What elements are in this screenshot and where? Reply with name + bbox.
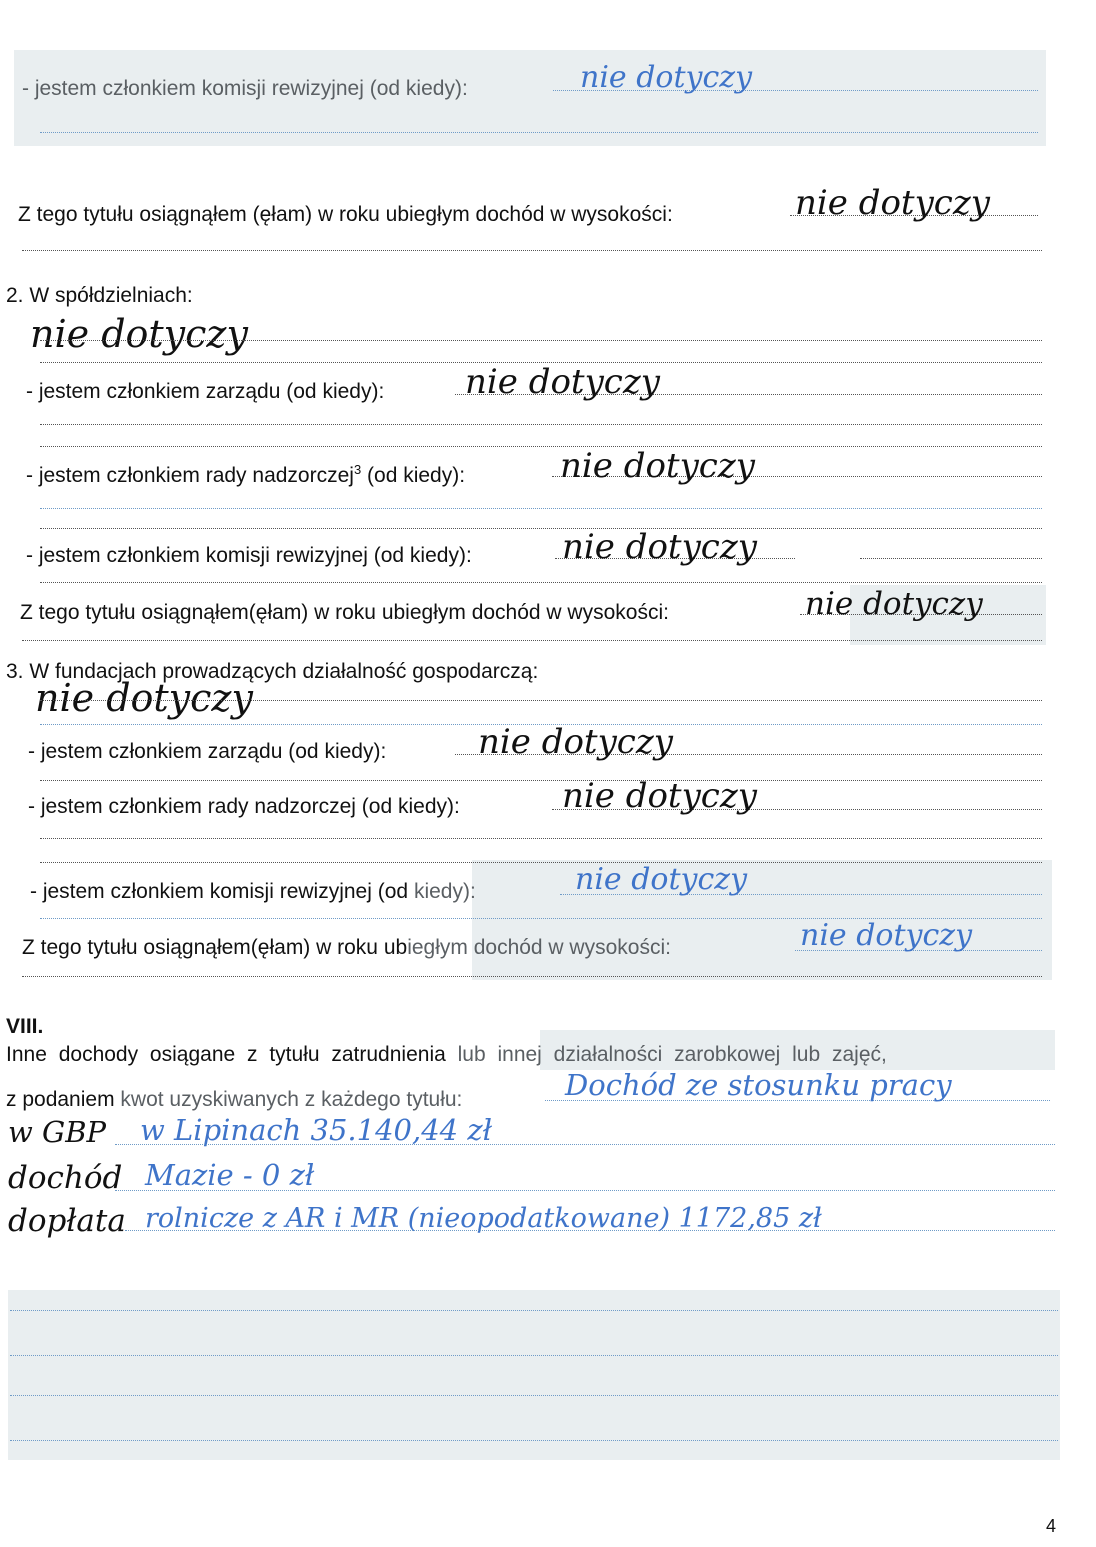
viii-answer-2-black: w GBP (8, 1115, 107, 1149)
viii-answer-2-blue: w Lipinach 35.140,44 zł (140, 1113, 493, 1147)
viii-answer-line-2 (115, 1144, 1055, 1145)
foundations-answer: nie dotyczy (35, 676, 253, 720)
section-viii-line1-grey: lub innej działalności zarobkowej lub zajęć, (457, 1043, 887, 1066)
empty-line-3 (10, 1395, 1058, 1396)
foundations-line-1 (40, 700, 1042, 701)
foundations-heading: 3. W fundacjach prowadzących działalność gospodarczą: (6, 660, 539, 683)
foundations-supervisory-label: - jestem członkiem rady nadzorczej (od kiedy): (28, 795, 460, 818)
foundations-audit-label (30, 880, 476, 904)
viii-answer-line-4 (125, 1230, 1055, 1231)
coop-income-label: Z tego tytułu osiągnąłem(ęłam) w roku ubiegłym dochód w wysokości: (20, 601, 669, 624)
foundations-income-answer: nie dotyczy (800, 918, 973, 953)
coop-supervisory-text: - jestem członkiem rady nadzorczej (26, 464, 354, 487)
empty-line-2 (10, 1355, 1058, 1356)
audit-line-v-2 (40, 132, 1038, 133)
page-number: 4 (1045, 1516, 1056, 1536)
income-line-v-2 (22, 250, 1042, 251)
coop-supervisory-answer: nie dotyczy (560, 446, 755, 486)
coop-board-line-3 (40, 446, 1042, 447)
foundations-audit-label-grey: kiedy): (413, 880, 476, 903)
section-viii-line2-grey: kwot uzyskiwanych z każdego tytułu: (120, 1088, 463, 1111)
coop-supervisory-line-2 (40, 508, 1042, 509)
empty-line-4 (10, 1440, 1058, 1441)
coop-income-answer: nie dotyczy (805, 586, 983, 622)
foundations-supervisory-line-3 (40, 862, 1042, 863)
coop-board-label: - jestem członkiem zarządu (od kiedy): (26, 380, 385, 403)
viii-answer-3-black: dochód (8, 1160, 123, 1196)
audit-answer-v: nie dotyczy (580, 60, 753, 95)
coop-board-line-2 (40, 424, 1042, 425)
foundations-supervisory-answer: nie dotyczy (562, 776, 757, 816)
section-viii-line1-black: Inne dochody osiągane z tytułu zatrudnienia (6, 1043, 458, 1066)
coop-supervisory-tail: (od kiedy): (361, 464, 466, 487)
section-viii-line2-black: z podaniem (6, 1088, 121, 1111)
coop-board-answer: nie dotyczy (465, 362, 660, 402)
foundations-board-answer: nie dotyczy (478, 722, 673, 762)
foundations-board-line-2 (40, 780, 1042, 781)
viii-answer-4-blue: rolnicze z AR i MR (nieopodatkowane) 1172,85 zł (145, 1203, 822, 1234)
viii-answer-4-black: dopłata (8, 1203, 126, 1239)
empty-line-1 (10, 1310, 1058, 1311)
coop-line-1 (40, 340, 1042, 341)
foundations-income-label (22, 936, 671, 960)
foundations-board-label: - jestem członkiem zarządu (od kiedy): (28, 740, 387, 763)
foundations-income-line-2 (22, 976, 1042, 977)
income-label-v: Z tego tytułu osiągnąłem (ęłam) w roku ubiegłym dochód w wysokości: (18, 203, 673, 226)
viii-answer-1: Dochód ze stosunku pracy (565, 1068, 952, 1102)
section-viii-number: VIII. (6, 1015, 44, 1038)
coop-heading: 2. W spółdzielniach: (6, 284, 193, 307)
coop-supervisory-label (26, 462, 465, 488)
coop-audit-label: - jestem członkiem komisji rewizyjnej (od kiedy): (26, 544, 472, 567)
section-viii-line1 (6, 1043, 887, 1067)
income-answer-v: nie dotyczy (795, 183, 990, 223)
foundations-audit-answer: nie dotyczy (575, 862, 748, 897)
coop-audit-line-2 (40, 582, 1042, 583)
coop-audit-answer: nie dotyczy (562, 527, 757, 567)
coop-audit-line-b (860, 558, 1042, 559)
viii-answer-line-3 (115, 1190, 1055, 1191)
footnote-marker: 3 (353, 462, 362, 477)
shaded-band-bottom (8, 1290, 1060, 1460)
viii-answer-3-blue: Mazie - 0 zł (145, 1158, 315, 1192)
coop-answer: nie dotyczy (30, 312, 248, 356)
foundations-income-label-grey: iegłym dochód w wysokości: (407, 936, 671, 959)
foundations-supervisory-line-2 (40, 838, 1042, 839)
coop-supervisory-line-3 (40, 528, 1042, 529)
section-viii-line2 (6, 1088, 462, 1112)
foundations-income-label-black: Z tego tytułu osiągnąłem(ęłam) w roku ub (22, 936, 408, 959)
coop-income-line-2 (22, 640, 1042, 641)
foundations-audit-label-black: - jestem członkiem komisji rewizyjnej (od (30, 880, 414, 903)
audit-label-v: - jestem członkiem komisji rewizyjnej (od kiedy): (22, 77, 468, 100)
